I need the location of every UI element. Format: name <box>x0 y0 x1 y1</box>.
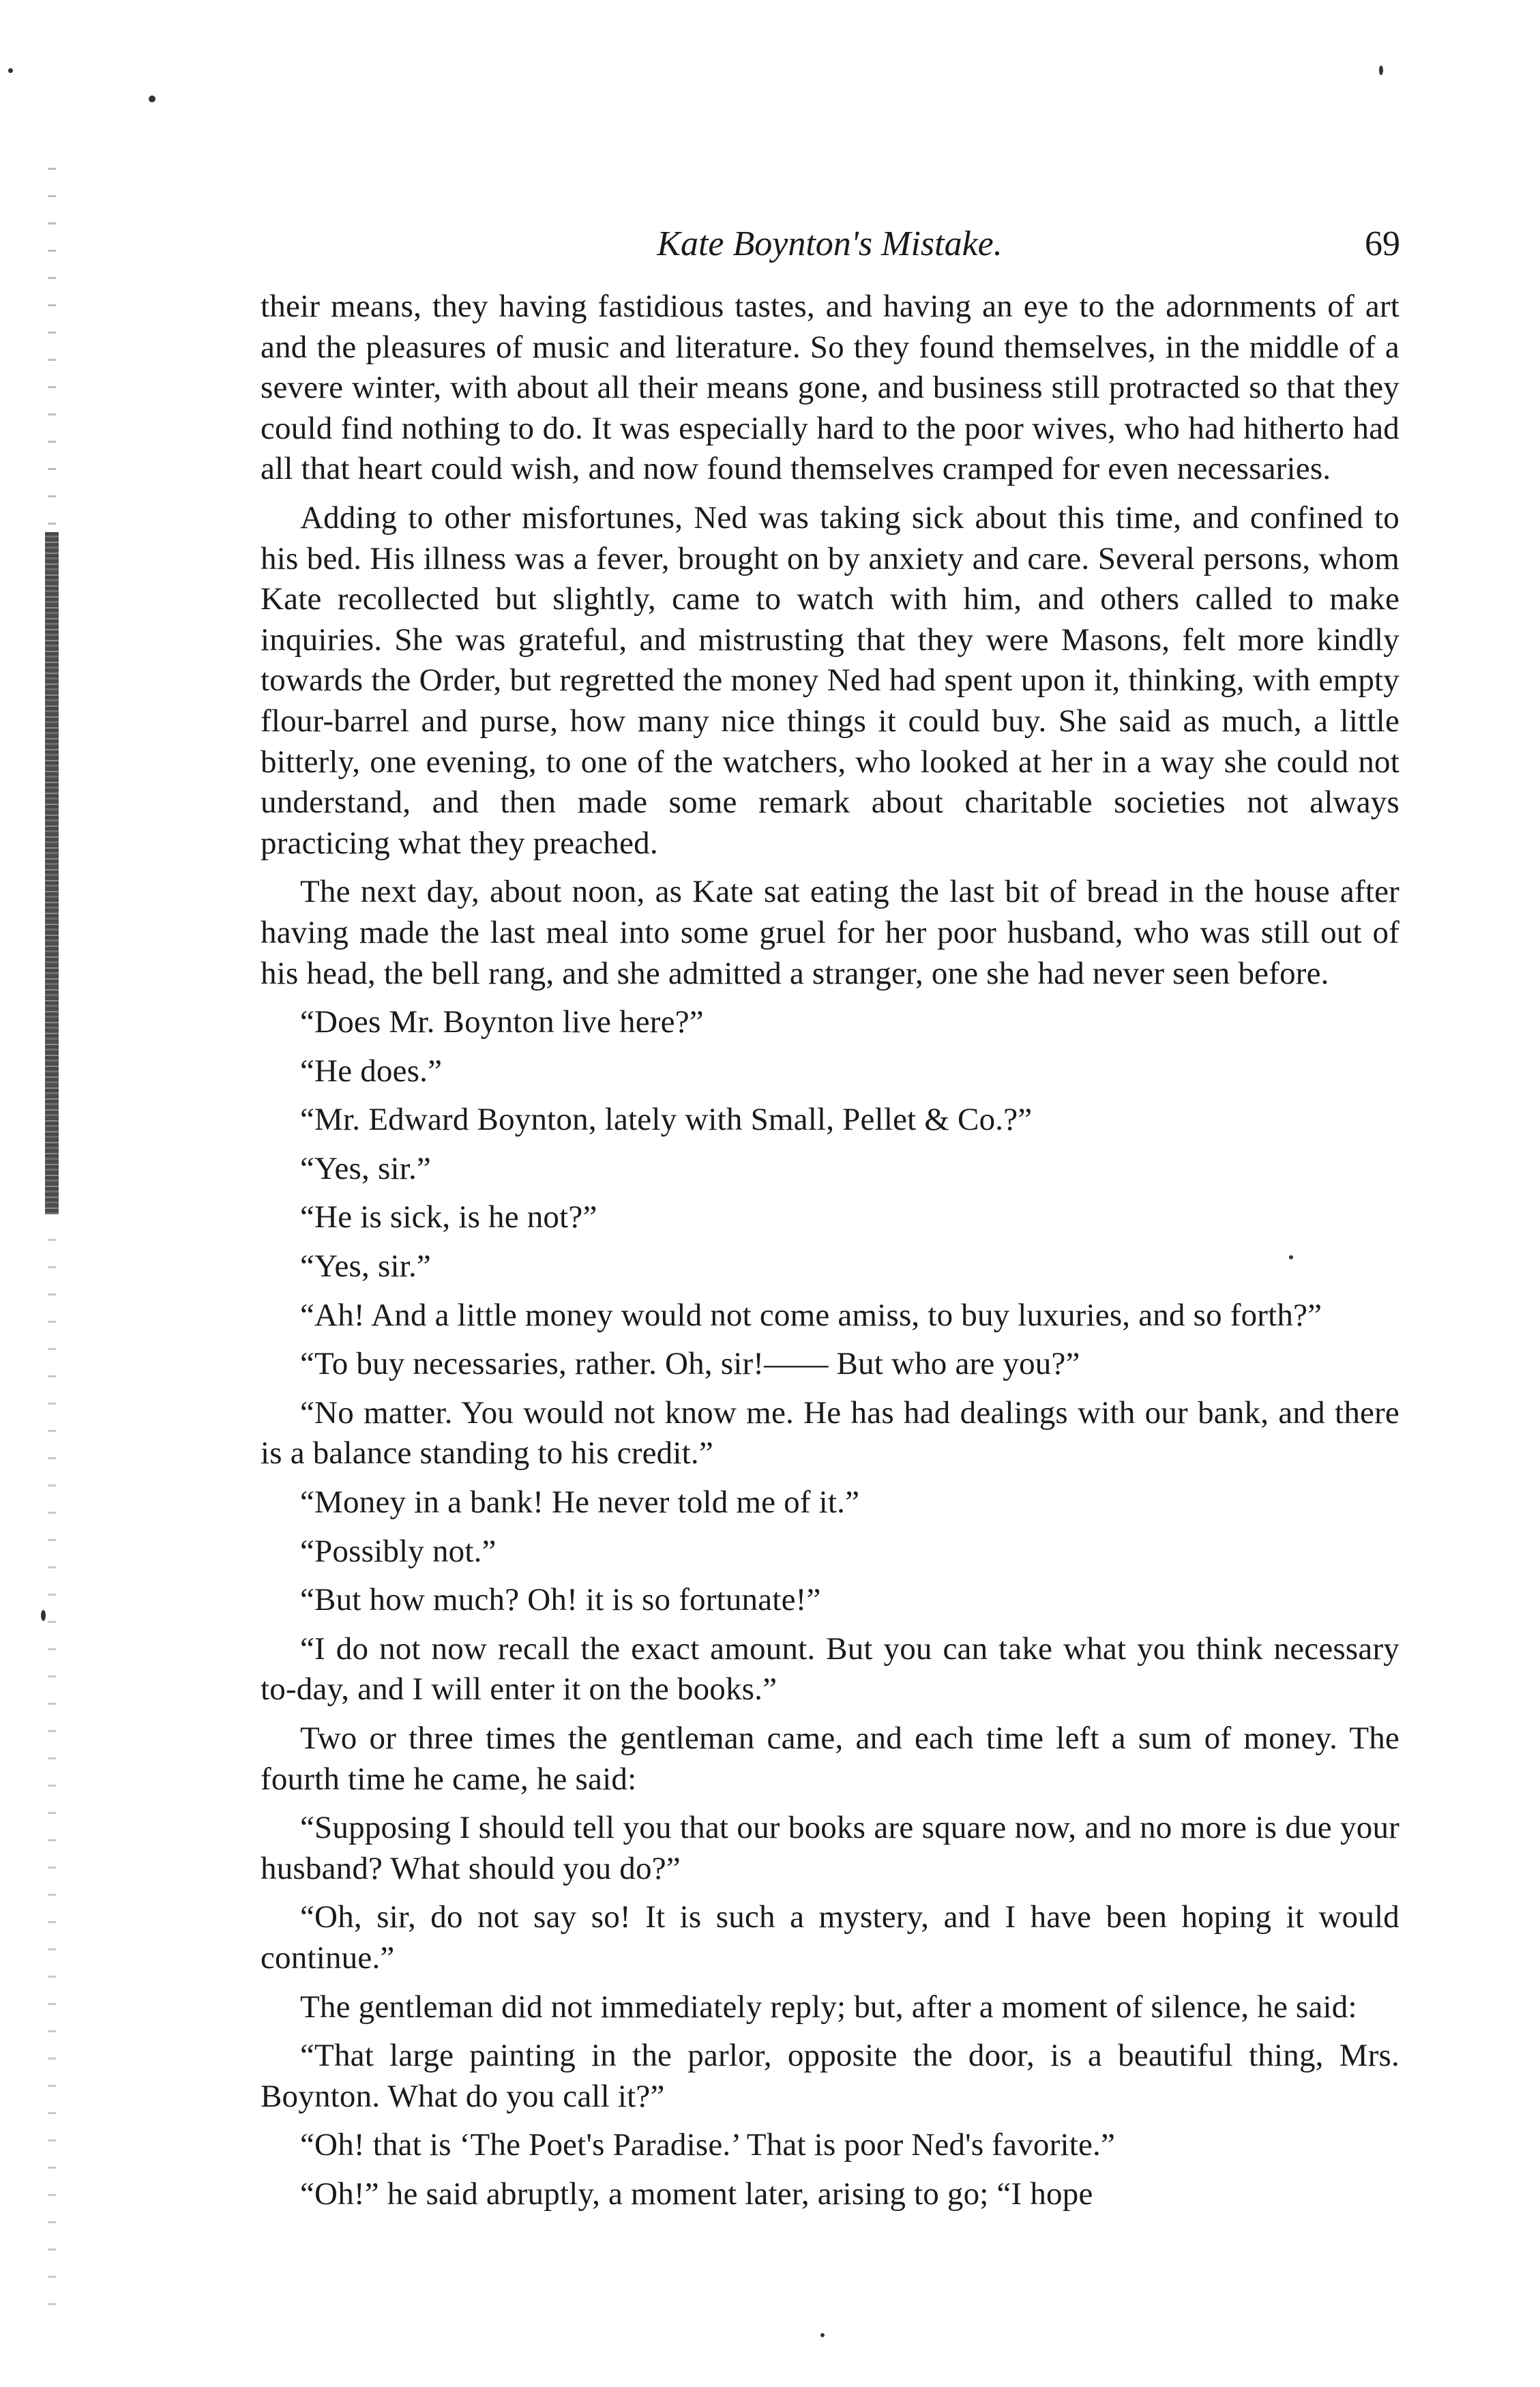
dialogue-line: “Mr. Edward Boynton, lately with Small, Pellet & Co.?” <box>300 1102 1033 1138</box>
dialogue-line: “But how much? Oh! it is so fortunate!” <box>300 1582 821 1618</box>
paragraph: Adding to other misfortunes, Ned was taking sick about this time, and confined to his bed. His illness was a fever, brought on by anxiety and care. Several persons, whom Kate recollected but slightly, came to watch with him, and others called to make inquiries. She was grateful, and mistrusting that they were Masons, felt more kindly towards the Order, but regretted the money Ned had spent upon it, thinking, with empty flour-barrel and purse, how many nice things it could buy. She said as much, a little bitterly, one evening, to one of the watchers, who looked at her in a way she could not understand, and then made some remark about charitable societies not always practicing what they preached. <box>261 499 1400 861</box>
dialogue-line: “He is sick, is he not?” <box>300 1199 597 1235</box>
paragraph: The next day, about noon, as Kate sat eating the last bit of bread in the house after having made the last meal into some gruel for her poor husband, who was still out of his head, the bell rang, and she admitted a stranger, one she had never seen before. <box>261 874 1400 991</box>
dialogue-line: “Yes, sir.” <box>300 1248 431 1285</box>
binding-shadow-dark <box>45 532 59 1214</box>
dialogue-line: “Oh! that is ‘The Poet's Paradise.’ That is poor Ned's favorite.” <box>300 2127 1116 2163</box>
dialogue-line: “Supposing I should tell you that our books are square now, and no more is due your husband? What should you do?” <box>261 1810 1400 1886</box>
body-text <box>261 287 1400 2223</box>
ink-speck <box>149 96 156 102</box>
dialogue-line: “Does Mr. Boynton live here?” <box>300 1004 704 1040</box>
paragraph: their means, they having fastidious tastes, and having an eye to the adornments of art and the pleasures of music and literature. So they found themselves, in the middle of a severe winter, with about all their means gone, and business still protracted so that they could find nothing to do. It was especially hard to the poor wives, who had hitherto had all that heart could wish, and now found themselves cramped for even necessaries. <box>261 289 1400 487</box>
dialogue-line: “To buy necessaries, rather. Oh, sir!—— But who are you?” <box>300 1346 1080 1382</box>
running-title: Kate Boynton's Mistake. <box>657 224 1003 263</box>
page-header <box>259 217 1400 272</box>
binding-shadow-upper <box>48 157 56 525</box>
dialogue-line: “Ah! And a little money would not come amiss, to buy luxuries, and so forth?” <box>300 1297 1322 1333</box>
binding-shadow-lower <box>48 1228 56 2319</box>
dialogue-line: “Possibly not.” <box>300 1533 497 1569</box>
dialogue-line: “Oh!” he said abruptly, a moment later, arising to go; “I hope <box>300 2176 1093 2212</box>
ink-speck <box>41 1610 46 1621</box>
dialogue-line: “Oh, sir, do not say so! It is such a mystery, and I have been hoping it would continue.” <box>261 1899 1400 1976</box>
page-number: 69 <box>1365 224 1400 263</box>
dialogue-line: “Yes, sir.” <box>300 1150 431 1186</box>
ink-speck <box>820 2333 825 2337</box>
dialogue-line: “I do not now recall the exact amount. But you can take what you think necessary to-day, and I will enter it on the books.” <box>261 1630 1400 1708</box>
paragraph: Two or three times the gentleman came, and each time left a sum of money. The fourth time he came, he said: <box>261 1720 1400 1797</box>
ink-speck <box>8 68 13 73</box>
dialogue-line: “That large painting in the parlor, opposite the door, is a beautiful thing, Mrs. Boynton. What do you call it?” <box>261 2038 1400 2114</box>
dialogue-line: “No matter. You would not know me. He has had dealings with our bank, and there is a balance standing to his credit.” <box>261 1394 1400 1471</box>
dialogue-line: “Money in a bank! He never told me of it.” <box>300 1484 860 1521</box>
dialogue-line: “He does.” <box>300 1053 443 1089</box>
paragraph: The gentleman did not immediately reply; but, after a moment of silence, he said: <box>300 1989 1357 2025</box>
ink-speck <box>1379 65 1383 75</box>
